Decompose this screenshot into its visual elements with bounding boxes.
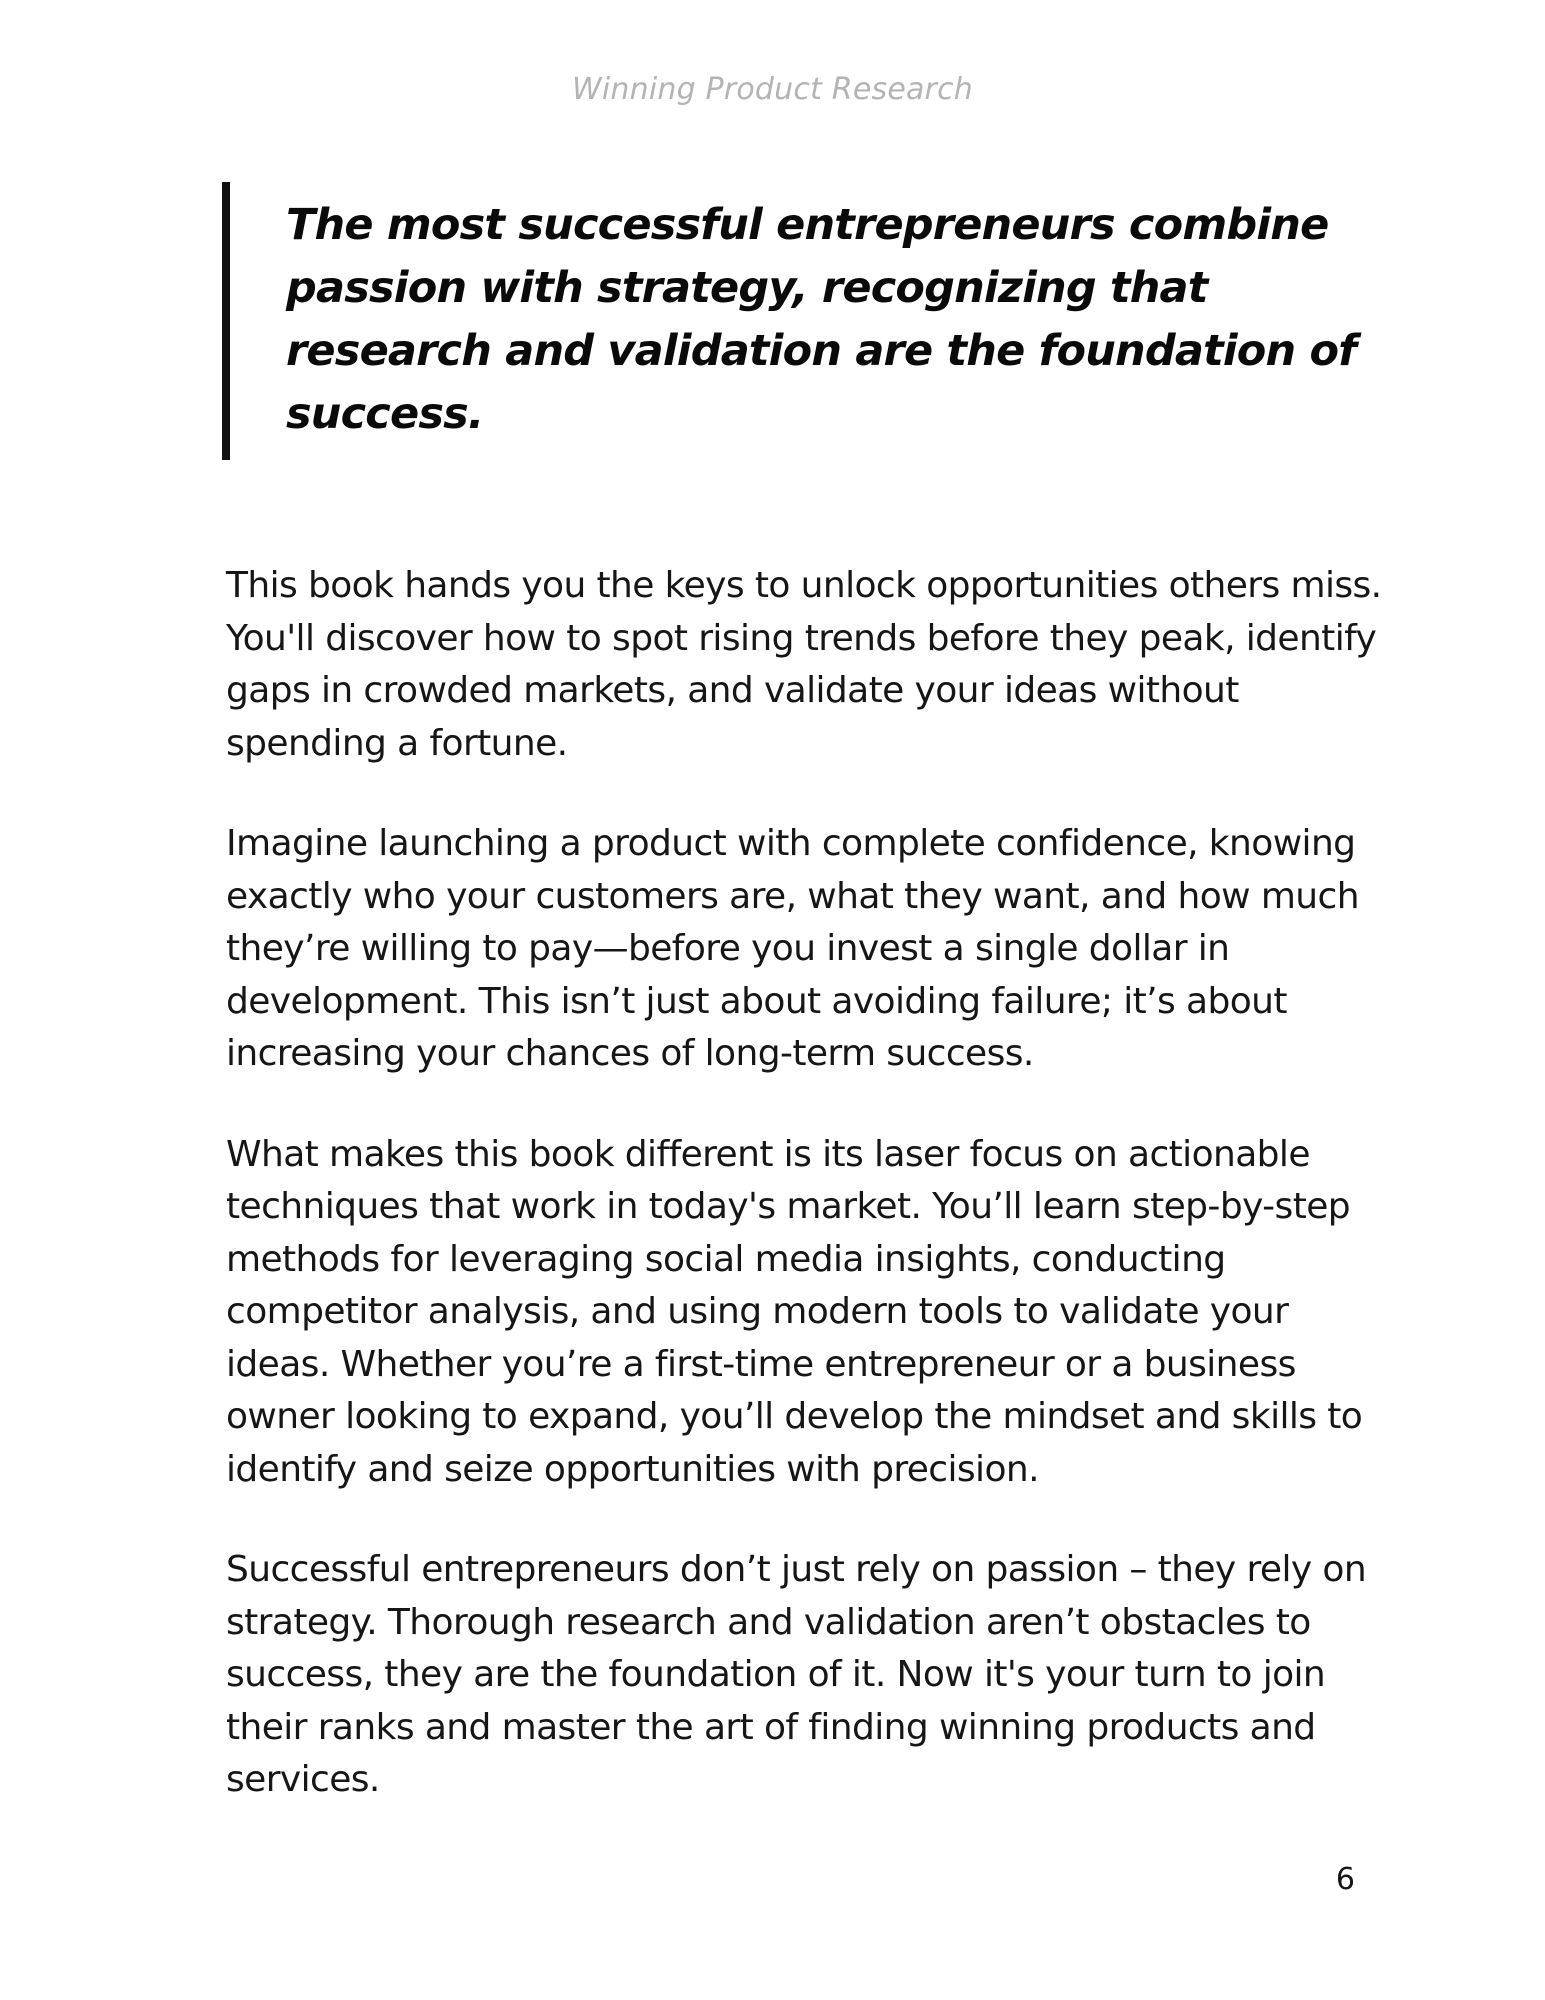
page-number: 6 [1335,1862,1355,1897]
pull-quote [222,182,1362,460]
paragraph-4: Successful entrepreneurs don’t just rely on passion – they rely on strategy. Thorough research and validation aren’t obstacles to success, they are the foundation of it. Now it's your turn to join their ranks and master the art of finding winning products and services. [226,1549,1367,1800]
body-text [226,560,1386,1855]
paragraph-2: Imagine launching a product with complete confidence, knowing exactly who your customers are, what they want, and how much they’re willing to pay—before you invest a single dollar in development. This isn’t just about avoiding failure; it’s about increasing your chances of long-term success. [226,823,1359,1074]
pull-quote-text: The most successful entrepreneurs combine passion with strategy, recognizing that research and validation are the foundation of success. [286,200,1357,439]
paragraph-1: This book hands you the keys to unlock opportunities others miss. You'll discover how to spot rising trends before they peak, identify gaps in crowded markets, and validate your ideas without spending a fortune. [226,565,1382,764]
running-header-title: Winning Product Research [572,72,973,107]
paragraph-3: What makes this book different is its laser focus on actionable techniques that work in today's market. You’ll learn step-by-step methods for leveraging social media insights, conducting competitor analysis, and using modern tools to validate your ideas. Whether you’re a first-time entrepreneur or a business owner looking to expand, you’ll develop the mindset and skills to identify and seize opportunities with precision. [226,1133,1363,1490]
